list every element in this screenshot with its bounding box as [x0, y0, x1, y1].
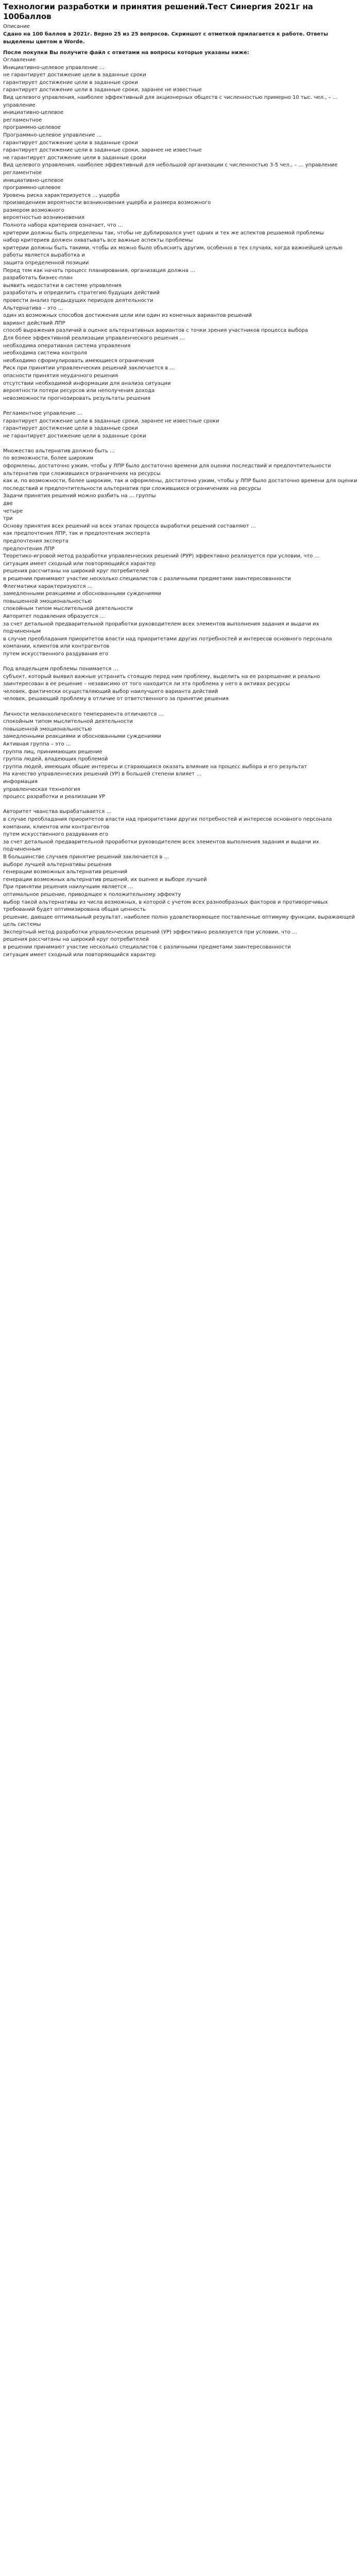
text-line: человек, фактически осуществляющий выбор наилучшего варианта действий: [3, 688, 218, 694]
text-line: гарантирует достижение цели в заданные сроки, заранее не известные: [3, 147, 202, 154]
text-line: При принятии решения наилучшим является …: [3, 884, 133, 890]
text-line: провести анализ предыдущих периодов деятельности: [3, 298, 153, 303]
text-line: ситуация имеет сходный или повторяющийся характер: [3, 952, 156, 958]
text-line: субъект, который выявил важные устранить стоящую перед ним проблему, выделить на ее разрешение и реально заинтересован в ее решение – независимо от того находится ли эта проблема у него в активах ресурсы: [3, 673, 322, 687]
text-line: три: [3, 516, 13, 522]
text-line: замедленными реакциями и обоснованными суждениями: [3, 734, 162, 740]
text-line: решение, дающее оптимальный результат, наиболее полно удовлетворяющее поставленные оптимуму функции, выражающей цель системы: [3, 914, 357, 928]
text-line: спокойным типом мыслительной деятельности: [3, 719, 133, 725]
text-line: как предпочтения ЛПР, так и предпочтения эксперта: [3, 531, 150, 537]
text-line: Вид целевого управления, наиболее эффективный для акционерных обществ с численностью примерно 10 тыс. чел., – …: [3, 94, 338, 100]
text-line: [3, 801, 358, 809]
text-line: гарантирует достижение цели в заданные сроки, заранее не известные сроки: [3, 418, 219, 424]
text-line: оптимальное решение, приводящее к положительному эффекту: [3, 891, 181, 897]
text-line: Экспертный метод разработки управленческих решений (УР) эффективно реализуется при условии, что …: [3, 929, 298, 935]
text-line: в случае преобладания приоритетов власти над приоритетами других потребностей и интересов основного персонала компании, клиентов или контрагентов: [3, 636, 334, 650]
text-line: один из возможных способов достижения цели или один из конечных вариантов решений: [3, 313, 252, 319]
text-line: в решении принимают участие несколько специалистов с различными предметами заинтересованности: [3, 575, 291, 582]
text-line: управление: [3, 102, 36, 108]
text-line: отсутствии необходимой информации для анализа ситуации: [3, 380, 171, 386]
text-line: за счет детальной предварительной проработки руководителем всех элементов выполнения задания и выдачи их подчиненным: [3, 839, 321, 853]
text-line: информация: [3, 779, 38, 785]
text-line: группа людей, владеющих проблемой: [3, 756, 108, 762]
text-line: Флегматики характеризуются …: [3, 583, 93, 589]
text-line: Авторитет подавления образуется …: [3, 613, 105, 619]
text-line: [3, 440, 358, 448]
text-line: опасности принятия неудачного решения: [3, 372, 118, 379]
text-line: Основу принятия всех решений на всех этапах процесса выработки решений составляют …: [3, 523, 256, 529]
text-line: предпочтения эксперта: [3, 538, 68, 544]
text-line: гарантирует достижение цели в заданные сроки: [3, 426, 138, 432]
text-line: повышенной эмоциональностью: [3, 726, 92, 732]
text-line: Риск при принятии управленческих решений заключается в …: [3, 365, 175, 371]
description-note: После покупки Вы получите файл с ответами на вопросы которые указаны ниже:: [3, 50, 249, 56]
document: [0, 0, 361, 959]
text-line: регламентное: [3, 117, 42, 123]
text-line: программно-целевое: [3, 185, 61, 191]
description-lead: Сдано на 100 баллов в 2021г. Верно 25 из 25 вопросов. Скриншот с отметкой прилагается к работе. Ответы выделены цветом в Worde.: [3, 31, 329, 45]
text-line: вариант действий ЛПР: [3, 320, 65, 326]
text-line: разработать и определить стратегию будущих действий: [3, 290, 160, 296]
text-line: Активная группа – это …: [3, 741, 71, 748]
text-line: за счет детальной предварительной проработки руководителем всех элементов выполнения задания и выдачи их подчиненным: [3, 621, 321, 635]
text-line: гарантирует достижение цели в заданные сроки, заранее не известные: [3, 87, 202, 93]
text-line: спокойным типом мыслительной деятельности: [3, 606, 133, 612]
text-line: выявить недостатки в системе управления: [3, 282, 122, 289]
text-line: программно-целевое: [3, 125, 61, 131]
text-line: оформлены, достаточно узким, чтобы у ЛПР было достаточно времени для оценки последствий и предпочтительности альтернатив при сложившихся ограничениях на ресурсы: [3, 463, 333, 477]
text-line: группа лиц, принимающих решение: [3, 749, 102, 755]
text-line: [3, 703, 358, 711]
text-line: Авторитет чванства вырабатывается …: [3, 809, 112, 815]
text-line: разработать бизнес-план: [3, 275, 73, 281]
text-line: невозможности прогнозировать результаты решения: [3, 395, 151, 401]
text-line: Под владельцем проблемы понимается …: [3, 666, 118, 672]
text-line: необходимо сформулировать имеющиеся ограничения: [3, 358, 154, 364]
text-line: гарантирует достижение цели в заданные сроки: [3, 79, 138, 86]
text-line: Множество альтернатив должно быть …: [3, 448, 115, 454]
text-line: необходима система контроля: [3, 350, 87, 357]
text-line: процесс разработки и реализации УР: [3, 794, 105, 800]
text-line: по возможности, более широким: [3, 455, 94, 462]
text-line: гарантирует достижение цели в заданные сроки: [3, 140, 138, 146]
text-line: способ выражения различий в оценке альтернативных вариантов с точки зрения участников процесса выбора: [3, 328, 308, 334]
text-line: Инициативно-целевое управление …: [3, 64, 105, 71]
text-line: [3, 402, 358, 410]
text-line: повышенной эмоциональностью: [3, 598, 92, 604]
page-title: Технологии разработки и принятия решений.Тест Синергия 2021г на 100баллов: [3, 2, 313, 21]
text-line: не гарантирует достижение цели в заданные сроки: [3, 155, 146, 161]
text-line: Полнота набора критериев означает, что …: [3, 223, 123, 229]
text-line: генерации возможных альтернатив решений, их оценке и выборе лучшей: [3, 876, 207, 883]
text-line: управленческая технология: [3, 786, 80, 792]
text-line: не гарантирует достижение цели в заданные сроки: [3, 433, 146, 439]
text-line: выборе лучшей альтернативы решения: [3, 861, 112, 868]
text-line: В большинстве случаев принятие решений заключается в …: [3, 854, 169, 860]
text-line: человек, решающий проблему в отличие от ответственного за принятие решения: [3, 696, 229, 702]
text-line: произведением вероятности возникновения ущерба и размера возможного: [3, 200, 211, 206]
text-line: как и, по возможности, более широким, так и оформлены, достаточно узким, чтобы у ЛПР было достаточно времени для оценки последствий и предпочтительности альтернатив при сложившихся ограничениях на ресурсы: [3, 478, 359, 492]
text-line: Оглавление: [3, 57, 36, 63]
text-line: Перед тем как начать процесс планирования, организация должна …: [3, 267, 196, 274]
text-line: генерации возможных альтернатив решений: [3, 869, 128, 875]
text-line: решения рассчитаны на широкий круг потребителей: [3, 937, 149, 943]
text-line: регламентное: [3, 170, 42, 176]
text-line: размером возможного: [3, 207, 64, 213]
question-list: [3, 57, 358, 959]
text-line: путем искусственного раздувания его: [3, 832, 109, 838]
text-line: Вид целевого управления, наиболее эффективный для небольшой организации с численностью 3-5 чел., – … управление: [3, 162, 338, 168]
text-line: Задачи принятия решений можно разбить на … группы: [3, 493, 156, 499]
text-line: ситуация имеет сходный или повторяющийся характер: [3, 561, 156, 567]
text-line: Регламентное управление …: [3, 410, 82, 416]
text-line: [3, 658, 358, 666]
text-line: Уровень риска характеризуется … ущерба: [3, 192, 120, 198]
text-line: в решении принимают участие несколько специалистов с различными предметами заинтересованности: [3, 944, 291, 951]
text-line: Личности меланхолического темперамента отличаются …: [3, 711, 164, 717]
text-line: четыре: [3, 508, 23, 514]
text-line: выбор такой альтернативы из числа возможных, в которой с учетом всех разнообразных факторов и противоречивых требований будет оптимизирована общая ценность: [3, 899, 330, 913]
text-line: инициативно-целевое: [3, 110, 64, 116]
text-line: На качество управленческих решений (УР) в большей степени влияет …: [3, 771, 202, 777]
text-line: решения рассчитаны на широкий круг потребителей: [3, 568, 149, 574]
text-line: инициативно-целевое: [3, 177, 64, 183]
text-line: в случае преобладания приоритетов власти над приоритетами других потребностей и интересов основного персонала компании, клиентов или контрагентов: [3, 816, 334, 830]
text-line: критерии должны быть такими, чтобы их можно было объяснить другим, особенно в тех случаях, когда важнейшей целью работы является выработка и: [3, 245, 345, 259]
text-line: необходима оперативная система управления: [3, 343, 131, 349]
text-line: вероятности потери ресурсов или неполучения дохода: [3, 388, 155, 394]
text-line: вероятностью возникновения: [3, 215, 84, 221]
text-line: критерии должны быть определены так, чтобы не дублировался учет одних и тех же аспектов решаемой проблемы: [3, 230, 324, 236]
text-line: замедленными реакциями и обоснованными суждениями: [3, 591, 162, 597]
description-label: Описание: [3, 24, 30, 29]
text-line: Программно-целевое управление …: [3, 132, 102, 138]
text-line: Теоретико-игровой метод разработки управленческих решений (РУР) эффективно реализуется при условии, что …: [3, 553, 320, 560]
text-line: две: [3, 501, 13, 507]
text-line: Для более эффективной реализации управленческого решения …: [3, 335, 185, 341]
text-line: путем искусственного раздувания его: [3, 651, 109, 657]
text-line: не гарантирует достижение цели в заданные сроки: [3, 72, 146, 78]
text-line: Альтернатива – это …: [3, 305, 63, 311]
text-line: защита определенной позиции: [3, 260, 89, 266]
text-line: набор критериев должен охватывать все важные аспекты проблемы: [3, 238, 193, 244]
text-line: предпочтения ЛПР: [3, 546, 55, 552]
text-line: группа людей, имеющих общие интересы и старающихся оказать влияние на процесс выбора и его результат: [3, 764, 307, 770]
